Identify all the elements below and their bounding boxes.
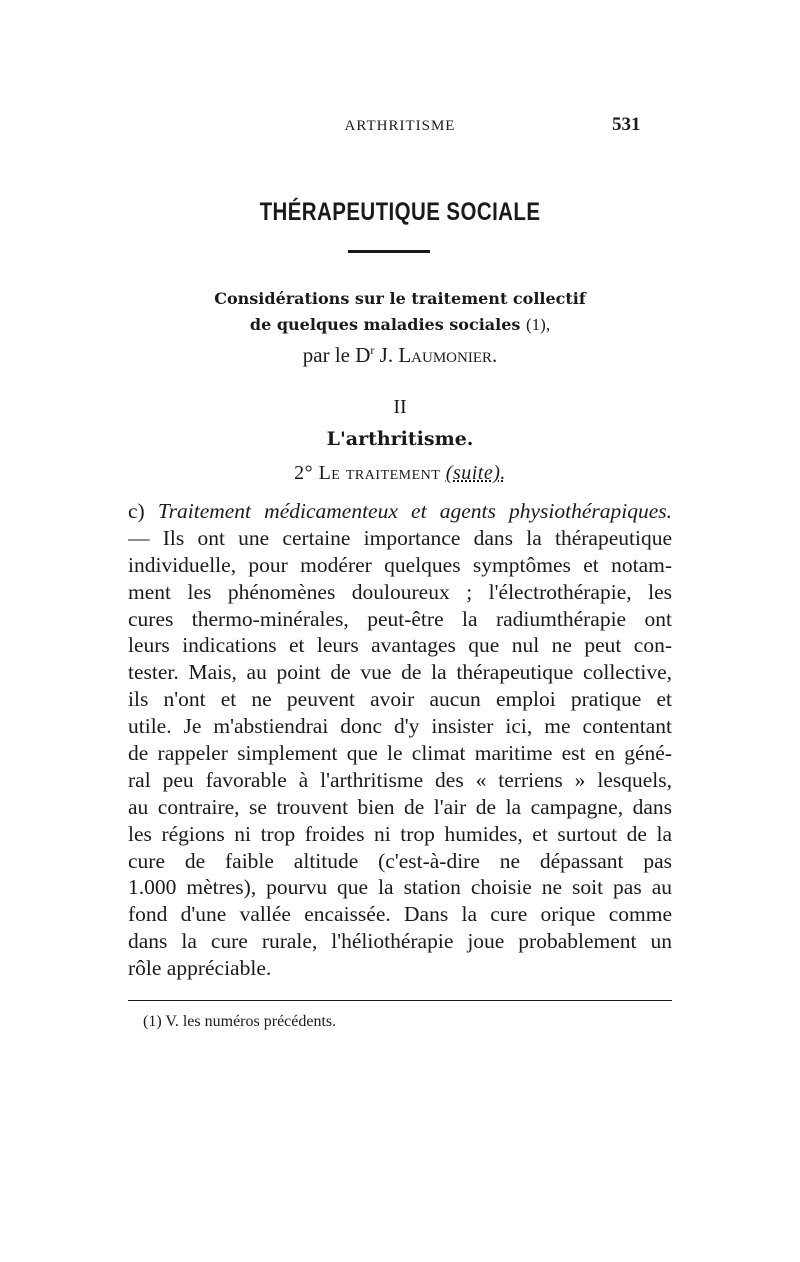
body-line-lead: c) Traitement médicamenteux et agents physiothérapiques.: [128, 499, 672, 523]
running-title: ARTHRITISME: [344, 118, 456, 134]
body-line: ment les phénomènes douloureux ; l'électrothérapie, les: [128, 579, 672, 604]
article-title: THÉRAPEUTIQUE SOCIALE: [259, 198, 541, 226]
body-line: utile. Je m'abstiendrai donc d'y insister ici, me contentant: [128, 714, 672, 739]
body-line: — Ils ont une certaine importance dans la thérapeutique: [128, 525, 672, 550]
body-line: leurs indications et leurs avantages que nul ne peut con-: [128, 633, 672, 658]
body-line: individuelle, pour modérer quelques symptômes et notam-: [128, 552, 672, 577]
body-line: rôle appréciable.: [128, 956, 272, 981]
body-line: au contraire, se trouvent bien de l'air de la campagne, dans: [128, 794, 672, 819]
subsection-number: 2°: [294, 462, 314, 484]
author-prefix: par le: [302, 343, 350, 367]
body-line: de rappeler simplement que le climat maritime est en géné-: [128, 741, 672, 766]
article-subtitle-line-1: Considérations sur le traitement collectif: [214, 289, 586, 308]
body-line: ils n'ont et ne peuvent avoir aucun emploi pratique et: [128, 687, 672, 712]
footnote-reference: (1),: [526, 315, 551, 334]
body-line: 1.000 mètres), pourvu que la station choisie ne soit pas au: [128, 875, 672, 900]
body-line: cure de faible altitude (c'est-à-dire ne dépassant pas: [128, 848, 672, 873]
body-line: fond d'une vallée encaissée. Dans la cure orique comme: [128, 902, 672, 927]
title-divider: [348, 250, 430, 253]
body-paragraph: [128, 498, 672, 982]
body-line: cures thermo-minérales, peut-être la radiumthérapie ont: [128, 606, 672, 631]
article-subtitle-line-2: [0, 315, 800, 335]
page-number: 531: [612, 114, 641, 135]
section-heading: L'arthritisme.: [326, 428, 474, 450]
body-line: ral peu favorable à l'arthritisme des « terriens » lesquels,: [128, 767, 672, 792]
subsection-suite: (suite).: [445, 462, 506, 484]
footnote-divider: [128, 1000, 672, 1001]
body-line: les régions ni trop froides ni trop humides, et surtout de la: [128, 821, 672, 846]
subsection-title: Le traitement: [318, 462, 441, 484]
author-name: J. Laumonier.: [379, 343, 498, 367]
body-line: dans la cure rurale, l'héliothérapie joue probablement un: [128, 929, 672, 954]
subsection-heading: [0, 462, 800, 485]
subtitle-text: de quelques maladies sociales: [249, 315, 521, 334]
author-title: $D^r$: [355, 343, 375, 367]
footnote: (1) V. les numéros précédents.: [143, 1013, 337, 1030]
body-line: tester. Mais, au point de vue de la thérapeutique collective,: [128, 660, 672, 685]
author-line: [0, 343, 800, 368]
section-numeral: II: [393, 396, 407, 418]
